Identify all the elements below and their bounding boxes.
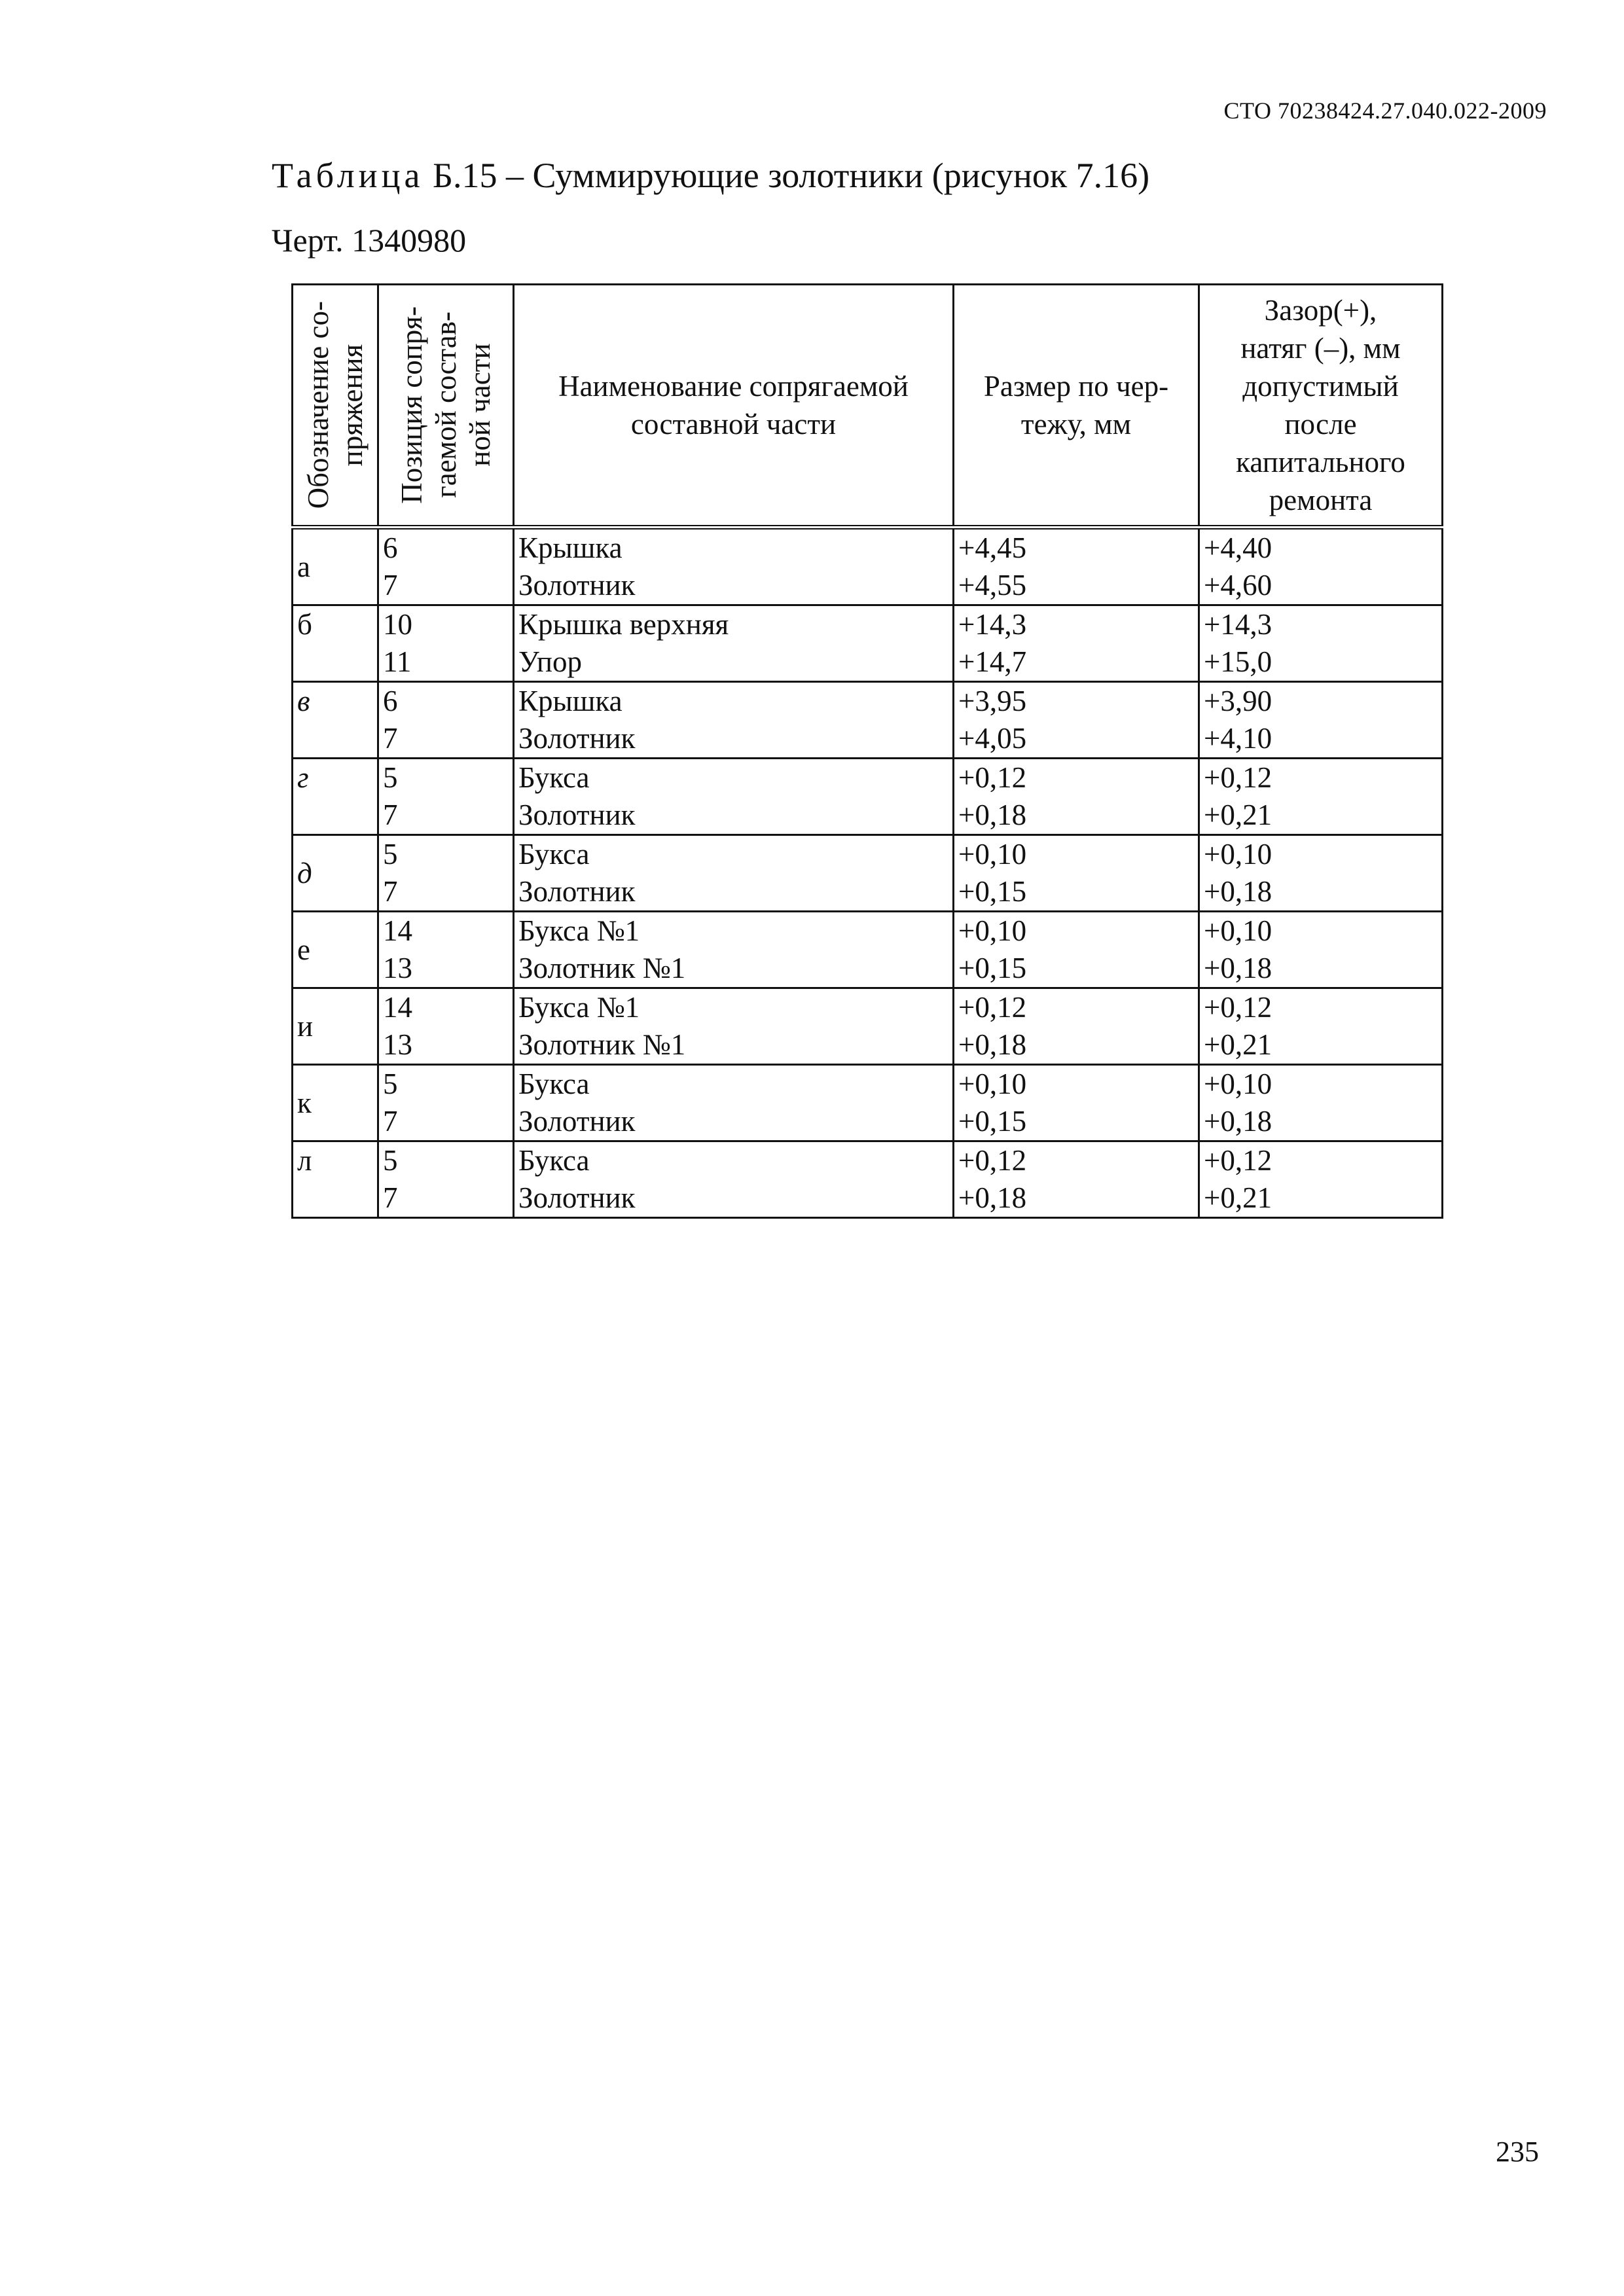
gap-value: +0,10 <box>1204 838 1272 870</box>
position-cell <box>378 1141 514 1218</box>
fits-table <box>291 283 1443 1219</box>
drawing-reference: Черт. 1340980 <box>272 222 467 259</box>
header-mark-text: Обозначение со- пряжения <box>302 301 369 509</box>
gap-cell <box>1199 759 1443 835</box>
position-value: 14 <box>383 991 412 1024</box>
gap-value: +0,12 <box>1204 1144 1272 1177</box>
header-position-text: Позиция сопря- гаемой состав- ной части <box>395 306 496 504</box>
document-code: СТО 70238424.27.040.022-2009 <box>1223 98 1547 124</box>
size-cell <box>954 682 1199 759</box>
name-value: Букса <box>518 838 590 870</box>
table-title-text: Б.15 – Суммирующие золотники (рисунок 7.16) <box>432 156 1150 195</box>
size-cell <box>954 605 1199 682</box>
name-value: Упор <box>518 645 582 678</box>
gap-value: +0,21 <box>1204 798 1272 831</box>
name-value: Букса <box>518 1144 590 1177</box>
size-value: +0,15 <box>958 1105 1027 1138</box>
gap-value: +0,12 <box>1204 761 1272 794</box>
table-header-row <box>293 285 1443 528</box>
mark-cell: к <box>293 1065 378 1141</box>
name-value: Золотник <box>518 798 636 831</box>
size-value: +14,3 <box>958 608 1027 641</box>
position-cell <box>378 682 514 759</box>
mark-cell: в <box>293 682 378 759</box>
size-value: +0,12 <box>958 1144 1027 1177</box>
name-cell <box>514 912 954 988</box>
table-row <box>293 1065 1443 1141</box>
size-value: +0,15 <box>958 875 1027 908</box>
position-value: 6 <box>383 685 398 717</box>
position-value: 5 <box>383 761 398 794</box>
gap-value: +0,21 <box>1204 1028 1272 1061</box>
gap-cell <box>1199 605 1443 682</box>
size-cell <box>954 1141 1199 1218</box>
gap-cell <box>1199 912 1443 988</box>
gap-value: +4,10 <box>1204 722 1272 755</box>
name-value: Букса <box>518 1067 590 1100</box>
name-cell <box>514 835 954 912</box>
size-value: +0,10 <box>958 1067 1027 1100</box>
size-value: +0,10 <box>958 838 1027 870</box>
gap-value: +4,40 <box>1204 531 1272 564</box>
size-cell <box>954 988 1199 1065</box>
gap-cell <box>1199 988 1443 1065</box>
name-value: Букса <box>518 761 590 794</box>
name-value: Букса №1 <box>518 914 640 947</box>
size-cell <box>954 835 1199 912</box>
size-value: +4,55 <box>958 569 1027 601</box>
size-cell <box>954 759 1199 835</box>
name-value: Крышка <box>518 531 623 564</box>
table-row <box>293 605 1443 682</box>
position-cell <box>378 605 514 682</box>
table-row <box>293 528 1443 605</box>
size-value: +0,18 <box>958 1181 1027 1214</box>
position-value: 5 <box>383 1067 398 1100</box>
name-value: Золотник <box>518 722 636 755</box>
table-row <box>293 988 1443 1065</box>
size-value: +4,45 <box>958 531 1027 564</box>
position-value: 6 <box>383 531 398 564</box>
header-mark <box>293 285 378 528</box>
header-gap: Зазор(+), натяг (–), мм допустимый после капитального ремонта <box>1199 285 1443 528</box>
header-name: Наименование сопрягаемой составной части <box>514 285 954 528</box>
name-value: Золотник <box>518 569 636 601</box>
gap-value: +0,12 <box>1204 991 1272 1024</box>
name-value: Золотник <box>518 1105 636 1138</box>
position-value: 7 <box>383 722 398 755</box>
mark-cell: л <box>293 1141 378 1218</box>
size-value: +4,05 <box>958 722 1027 755</box>
table-row <box>293 682 1443 759</box>
position-value: 7 <box>383 569 398 601</box>
name-value: Золотник <box>518 875 636 908</box>
position-value: 14 <box>383 914 412 947</box>
mark-cell: и <box>293 988 378 1065</box>
position-value: 7 <box>383 1181 398 1214</box>
position-cell <box>378 759 514 835</box>
gap-cell <box>1199 835 1443 912</box>
name-value: Золотник №1 <box>518 1028 686 1061</box>
gap-value: +0,10 <box>1204 914 1272 947</box>
position-cell <box>378 912 514 988</box>
name-value: Золотник №1 <box>518 952 686 984</box>
size-cell <box>954 1065 1199 1141</box>
size-value: +3,95 <box>958 685 1027 717</box>
gap-cell <box>1199 1065 1443 1141</box>
size-cell <box>954 528 1199 605</box>
name-cell <box>514 1065 954 1141</box>
header-position <box>378 285 514 528</box>
size-value: +0,10 <box>958 914 1027 947</box>
name-value: Крышка верхняя <box>518 608 729 641</box>
gap-cell <box>1199 528 1443 605</box>
mark-cell: е <box>293 912 378 988</box>
gap-value: +0,10 <box>1204 1067 1272 1100</box>
table-row <box>293 759 1443 835</box>
name-cell <box>514 528 954 605</box>
gap-value: +14,3 <box>1204 608 1272 641</box>
position-value: 10 <box>383 608 412 641</box>
table-row <box>293 835 1443 912</box>
position-cell <box>378 835 514 912</box>
gap-cell <box>1199 1141 1443 1218</box>
gap-value: +3,90 <box>1204 685 1272 717</box>
mark-cell: б <box>293 605 378 682</box>
position-cell <box>378 988 514 1065</box>
table-title-label: Таблица <box>272 156 424 195</box>
table-body <box>293 528 1443 1218</box>
mark-cell: д <box>293 835 378 912</box>
table-row <box>293 912 1443 988</box>
header-size: Размер по чер- тежу, мм <box>954 285 1199 528</box>
name-cell <box>514 682 954 759</box>
gap-value: +0,18 <box>1204 875 1272 908</box>
table-row <box>293 1141 1443 1218</box>
size-cell <box>954 912 1199 988</box>
position-cell <box>378 1065 514 1141</box>
name-value: Букса №1 <box>518 991 640 1024</box>
position-value: 13 <box>383 1028 412 1061</box>
gap-value: +0,21 <box>1204 1181 1272 1214</box>
gap-value: +0,18 <box>1204 952 1272 984</box>
size-value: +0,18 <box>958 798 1027 831</box>
table-title <box>272 155 1149 196</box>
gap-value: +4,60 <box>1204 569 1272 601</box>
size-value: +14,7 <box>958 645 1027 678</box>
name-cell <box>514 759 954 835</box>
page-number: 235 <box>1496 2136 1539 2168</box>
name-cell <box>514 988 954 1065</box>
size-value: +0,12 <box>958 991 1027 1024</box>
position-value: 13 <box>383 952 412 984</box>
size-value: +0,18 <box>958 1028 1027 1061</box>
size-value: +0,12 <box>958 761 1027 794</box>
gap-value: +0,18 <box>1204 1105 1272 1138</box>
position-value: 5 <box>383 838 398 870</box>
gap-value: +15,0 <box>1204 645 1272 678</box>
position-cell <box>378 528 514 605</box>
name-value: Золотник <box>518 1181 636 1214</box>
position-value: 7 <box>383 1105 398 1138</box>
size-value: +0,15 <box>958 952 1027 984</box>
name-cell <box>514 605 954 682</box>
name-value: Крышка <box>518 685 623 717</box>
gap-cell <box>1199 682 1443 759</box>
position-value: 5 <box>383 1144 398 1177</box>
position-value: 11 <box>383 645 412 678</box>
position-value: 7 <box>383 798 398 831</box>
mark-cell: а <box>293 528 378 605</box>
position-value: 7 <box>383 875 398 908</box>
name-cell <box>514 1141 954 1218</box>
mark-cell: г <box>293 759 378 835</box>
